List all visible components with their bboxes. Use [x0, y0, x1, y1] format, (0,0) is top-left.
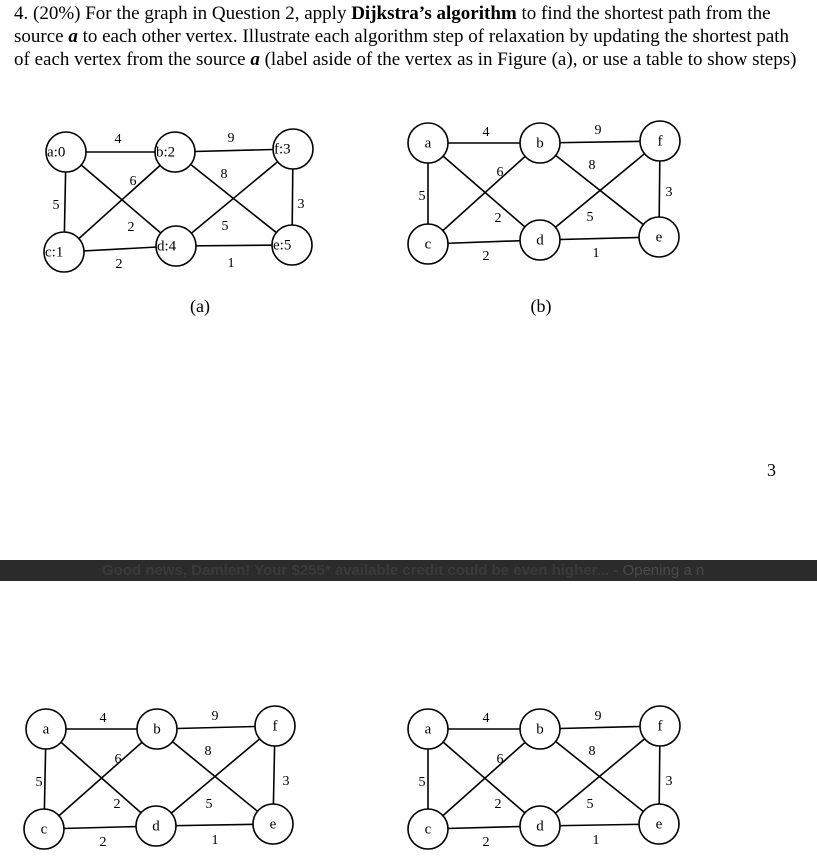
edge-weight-d-f: 5	[586, 797, 594, 813]
vertex-label-f: f	[657, 133, 663, 150]
edge-weight-a-b: 4	[114, 132, 122, 148]
edge-weight-c-d: 2	[99, 835, 107, 851]
edge-weight-c-b: 6	[496, 165, 504, 181]
vertex-a	[408, 709, 448, 749]
vertex-f	[640, 706, 680, 746]
edge-weight-c-d: 2	[115, 257, 123, 273]
edge-weight-d-f: 5	[586, 210, 594, 226]
vertex-label-d: d:4	[157, 238, 177, 255]
edge-weight-a-c: 5	[35, 775, 43, 791]
edge-weight-d-e: 1	[592, 246, 600, 262]
edge-weight-a-b: 4	[482, 125, 490, 141]
vertex-label-f: f	[272, 718, 278, 735]
edge-weight-b-e: 8	[588, 744, 596, 760]
edge-weight-d-e: 1	[592, 833, 600, 849]
vertex-e	[639, 804, 679, 844]
vertex-label-a: a:0	[47, 144, 66, 161]
edge-weight-b-f: 9	[227, 131, 235, 147]
edge-weight-c-d: 2	[482, 249, 490, 265]
edge-weight-a-d: 2	[113, 797, 121, 813]
vertex-label-e: e	[655, 816, 663, 833]
edge-weight-b-e: 8	[588, 158, 596, 174]
edge-weight-a-d: 2	[127, 220, 135, 236]
edge-weight-a-c: 5	[418, 189, 426, 205]
edge-weight-c-b: 6	[129, 174, 137, 190]
vertex-label-d: d	[536, 818, 544, 835]
vertex-label-c: c	[424, 236, 432, 253]
edge-weight-a-c: 5	[52, 198, 60, 214]
edge-weight-f-e: 3	[297, 197, 305, 213]
vertex-label-e: e	[655, 229, 663, 246]
edge-weight-d-e: 1	[227, 256, 235, 272]
page-number: 3	[767, 460, 776, 480]
vertex-label-d: d	[536, 232, 544, 249]
vertex-label-a: a	[424, 135, 432, 152]
notification-action[interactable]: Opening a n	[622, 562, 705, 579]
edge-weight-b-e: 8	[220, 167, 228, 183]
edge-weight-a-c: 5	[418, 775, 426, 791]
figure-caption-a: (a)	[190, 296, 210, 316]
source-vertex-1: a	[68, 26, 78, 47]
edge-weight-a-b: 4	[482, 711, 490, 727]
vertex-label-f: f:3	[274, 141, 291, 158]
notification-text[interactable]	[102, 560, 704, 581]
question-mid-2: to each other vertex. Illustrate each algorithm step of relaxation by updating the shortest path of each vertex from the source	[14, 26, 790, 70]
vertex-label-c: c	[424, 821, 432, 838]
vertex-label-b: b	[536, 135, 544, 152]
vertex-c	[408, 809, 448, 849]
edge-weight-b-f: 9	[211, 709, 219, 725]
edge-weight-c-b: 6	[114, 752, 122, 768]
vertex-b	[520, 709, 560, 749]
vertex-label-a: a	[42, 721, 50, 738]
vertex-label-b: b:2	[156, 144, 176, 161]
edge-weight-a-d: 2	[494, 211, 502, 227]
edge-weight-b-e: 8	[204, 744, 212, 760]
edge-weight-f-e: 3	[282, 774, 290, 790]
edge-weight-f-e: 3	[665, 185, 673, 201]
edge-weight-d-e: 1	[211, 833, 219, 849]
edge-weight-b-f: 9	[594, 709, 602, 725]
edge-weight-a-b: 4	[99, 711, 107, 727]
vertex-d	[520, 806, 560, 846]
notification-separator: -	[609, 562, 623, 579]
vertex-label-c: c	[40, 821, 48, 838]
figure-caption-b: (b)	[530, 296, 552, 316]
edge-weight-c-d: 2	[482, 835, 490, 851]
vertex-label-b: b	[153, 721, 161, 738]
vertex-label-e: e	[269, 816, 277, 833]
source-vertex-2: a	[250, 49, 260, 70]
edge-weight-d-f: 5	[221, 219, 229, 235]
vertex-label-a: a	[424, 721, 432, 738]
vertex-label-c: c:1	[45, 244, 64, 261]
vertex-label-f: f	[657, 718, 663, 735]
notification-message[interactable]: Good news, Damien! Your $255* available credit could be even higher...	[102, 562, 610, 579]
question-mid-1: to find the shortest path from the source	[14, 3, 771, 47]
edge-weight-f-e: 3	[665, 774, 673, 790]
algorithm-name: Dijkstra’s algorithm	[351, 3, 517, 24]
edge-weight-d-f: 5	[205, 797, 213, 813]
question-prefix: 4. (20%) For the graph in Question 2, apply	[14, 3, 352, 24]
question-suffix: (label aside of the vertex as in Figure (a), or use a table to show steps)	[259, 49, 797, 70]
vertex-label-b: b	[536, 721, 544, 738]
notification-bar[interactable]	[0, 560, 817, 581]
edge-weight-a-d: 2	[494, 797, 502, 813]
edge-weight-b-f: 9	[594, 123, 602, 139]
edge-weight-c-b: 6	[496, 752, 504, 768]
vertex-label-e: e:5	[273, 237, 292, 254]
vertex-label-d: d	[152, 818, 160, 835]
